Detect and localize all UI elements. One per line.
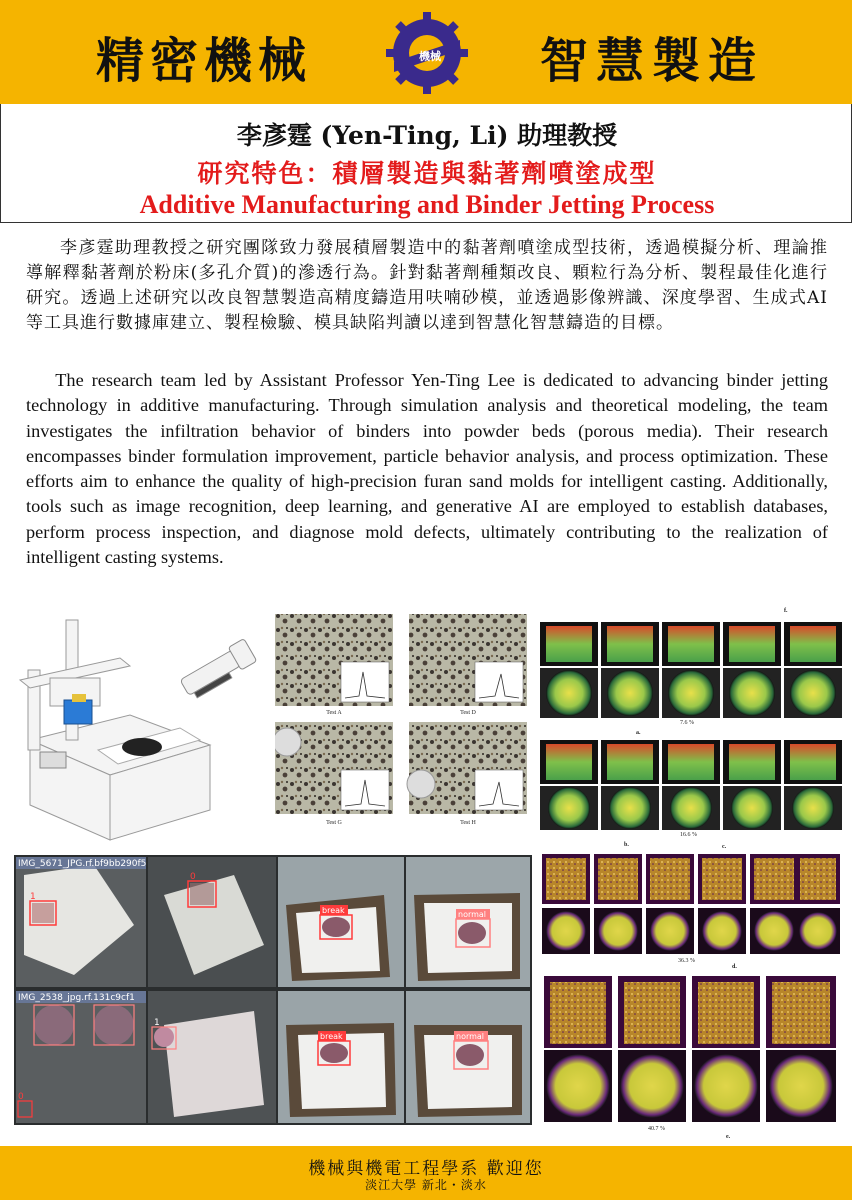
ct-row-1 bbox=[540, 622, 842, 718]
ct-row-2 bbox=[540, 740, 842, 830]
detection-label-one: 1 bbox=[30, 892, 36, 902]
ct-percent-1: 7.6 % bbox=[680, 720, 694, 726]
ct-percent-4: 40.7 % bbox=[648, 1126, 665, 1132]
detection-tile-2 bbox=[148, 857, 276, 987]
banner-left-title: 精密機械 bbox=[96, 33, 313, 89]
paragraph-chinese: 李彥霆助理教授之研究團隊致力發展積層製造中的黏著劑噴塗成型技術，透過模擬分析、理論推導解釋黏著劑於粉床(多孔介質)的滲透行為。針對黏著劑種類改良、顆粒行為分析、製程最佳化進行研究。透過上述研究以改良智慧製造高精度鑄造用呋喃砂模，並透過影像辨識、深度學習、生成式AI等工具進行數據庫建立、製程檢驗、模具缺陷判讀以達到智慧化智慧鑄造的目標。 bbox=[26, 238, 828, 333]
logo-text: 機械 bbox=[419, 50, 441, 63]
test-d-caption: Test D bbox=[460, 710, 476, 716]
ct-label-e: e. bbox=[726, 1134, 731, 1140]
test-a-panel bbox=[275, 614, 393, 716]
test-h-caption: Test H bbox=[460, 820, 476, 826]
detection-label-zero: 0 bbox=[190, 872, 196, 882]
ct-label-c: c. bbox=[722, 844, 727, 850]
ct-label-d: d. bbox=[732, 964, 737, 970]
detection-tile-7 bbox=[278, 991, 404, 1123]
detection-tile-3 bbox=[278, 857, 404, 987]
footer-university: 淡江大學 新北・淡水 bbox=[365, 1178, 487, 1192]
test-d-panel bbox=[409, 614, 527, 716]
detection-tile-4 bbox=[406, 857, 530, 987]
detection-label-one-2: 1 bbox=[154, 1018, 160, 1028]
ct-row-4 bbox=[544, 976, 836, 1122]
paragraph-english: The research team led by Assistant Professor Yen-Ting Lee is dedicated to advancing binder jetting technology in additive manufacturing. Through simulation analysis and theoretical modeling, the team investigates the infiltration behavior of binders into powder beds (porous media). Their research encompasses binder formulation improvement, particle behavior analysis, and process optimization. These efforts aim to enhance the quality of high-precision furan sand molds for intelligent casting. Additionally, tools such as image recognition, deep learning, and generative AI are employed to establish databases, perform process inspection, and diagnose mold defects, ultimately contributing to the realization of intelligent casting systems. bbox=[26, 370, 828, 568]
research-feature-zh: 研究特色：積層製造與黏著劑噴塗成型 bbox=[197, 159, 657, 188]
detection-tile-1 bbox=[16, 857, 146, 987]
detection-file-label-1: IMG_5671_JPG.rf.bf9bb290f5 bbox=[18, 859, 147, 869]
test-g-caption: Test G bbox=[326, 820, 342, 826]
detection-normal-label-2: normal bbox=[456, 1032, 485, 1041]
footer-banner bbox=[0, 1146, 852, 1200]
test-h-panel bbox=[407, 722, 527, 826]
banner-right-title: 智慧製造 bbox=[540, 33, 765, 89]
footer-department: 機械與機電工程學系 歡迎您 bbox=[308, 1159, 544, 1179]
detection-normal-label-1: normal bbox=[458, 910, 487, 919]
professor-name: 李彥霆 (Yen-Ting, Li) 助理教授 bbox=[236, 121, 618, 150]
ct-label-b: b. bbox=[624, 842, 629, 848]
test-g-panel bbox=[275, 722, 393, 826]
ct-label-a: a. bbox=[636, 730, 641, 736]
research-feature-en: Additive Manufacturing and Binder Jetting Process bbox=[139, 190, 715, 219]
detection-label-zero-2: 0 bbox=[18, 1092, 24, 1102]
ct-label-f: f. bbox=[784, 608, 788, 614]
department-logo bbox=[384, 10, 470, 96]
detection-break-label-2: break bbox=[320, 1032, 343, 1041]
ct-row-3 bbox=[542, 854, 840, 954]
title-block bbox=[0, 104, 852, 223]
microscope-tests bbox=[275, 612, 527, 828]
top-banner bbox=[0, 0, 852, 104]
ct-percent-3: 36.3 % bbox=[678, 958, 695, 964]
test-a-caption: Test A bbox=[326, 710, 342, 716]
detection-tile-8 bbox=[406, 991, 530, 1123]
detection-tile-5 bbox=[16, 991, 146, 1123]
ct-scan-figure bbox=[540, 602, 844, 1142]
printer-illustration bbox=[10, 610, 272, 842]
detection-break-label-1: break bbox=[322, 906, 345, 915]
ct-percent-2: 16.6 % bbox=[680, 832, 697, 838]
detection-file-label-2: IMG_2538_jpg.rf.131c9cf1 bbox=[18, 993, 135, 1003]
defect-detection-grid bbox=[14, 855, 532, 1125]
detection-tile-6 bbox=[148, 991, 276, 1123]
